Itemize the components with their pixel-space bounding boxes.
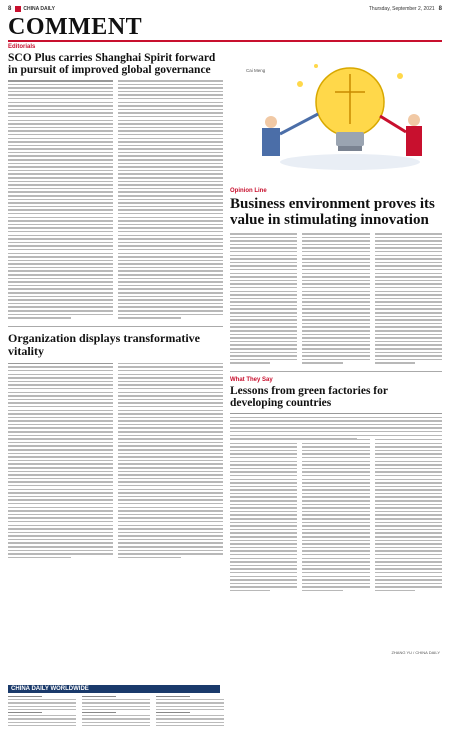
text-column [375,233,442,366]
editor-note [230,413,442,435]
text-column [8,363,113,561]
opinion-line-label: Opinion Line [230,188,267,194]
text-column [375,439,442,594]
opinion-body [230,233,442,366]
editorial-illustration [230,44,442,184]
divider [8,326,223,327]
footer-columns [8,696,442,728]
right-column [230,44,442,594]
top-bar [8,4,442,13]
logo-icon [15,6,21,12]
section-header [8,14,442,42]
illustrator-byline: Cai Meng [246,68,266,73]
footer-col [8,696,76,728]
editorials-label: Editorials [8,44,36,50]
text-column [302,439,369,594]
what-they-say-headline: Lessons from green factories for developing countries [230,384,388,409]
footer-contacts [8,685,442,743]
what-they-say-body [230,439,442,594]
text-column [230,233,297,366]
worldwide-bar: CHINA DAILY WORLDWIDE [8,685,220,693]
text-column [302,233,369,366]
paper-name: CHINA DAILY [23,5,55,12]
editorial-2-body [8,363,223,561]
issue-date: Thursday, September 2, 2021 [368,5,435,12]
section-title: COMMENT [8,14,143,40]
divider [230,371,442,372]
page-number: 8 [8,5,12,12]
cartoon-credit: ZHANG YU / CHINA DAILY [391,650,440,655]
opinion-headline: Business environment proves its value in stimulating innovation [230,196,435,228]
editorial-headline-1: SCO Plus carries Shanghai Spirit forward in pursuit of improved global governance [8,52,216,76]
what-they-say-label: What They Say [230,376,273,383]
paper-logo [15,6,55,12]
page-number-right: 8 [438,5,442,12]
left-column [8,44,223,560]
text-column [230,439,297,594]
lightbulb-illustration [230,44,442,184]
editorial-headline-2: Organization displays transformative vitality [8,330,200,358]
editorial-1-body [8,80,223,321]
footer-col [82,696,150,728]
footer-col [156,696,224,728]
text-column [8,80,113,321]
topbar-left [8,6,55,12]
text-column [118,80,223,321]
topbar-right [369,6,442,12]
text-column [118,363,223,561]
